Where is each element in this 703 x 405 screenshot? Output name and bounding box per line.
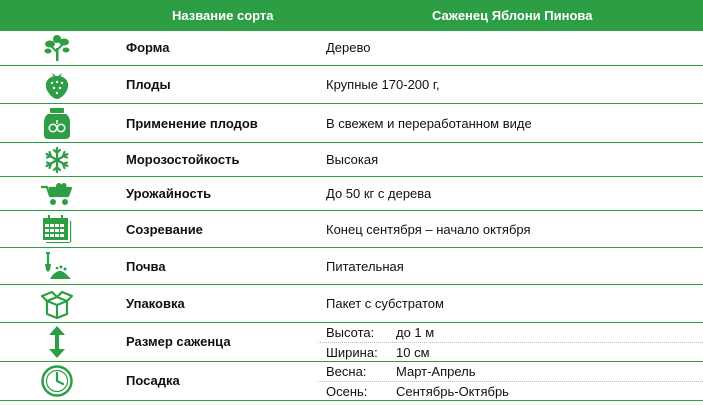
table-header — [0, 0, 703, 31]
header-variety-name: Название сорта — [172, 8, 274, 23]
snowflake-icon — [38, 145, 76, 174]
box-icon — [38, 287, 76, 320]
row-value: До 50 кг с дерева — [326, 186, 432, 201]
wheelbarrow-icon — [38, 179, 76, 208]
size-height-line — [318, 323, 703, 343]
row-value: В свежем и переработанном виде — [326, 116, 532, 131]
row-label: Упаковка — [126, 296, 185, 311]
row-value: Пакет с субстратом — [326, 296, 444, 311]
table-row-package — [0, 285, 703, 323]
table-row-yield — [0, 177, 703, 211]
row-label: Плоды — [126, 77, 171, 92]
calendar-icon — [38, 213, 76, 245]
vertical-arrows-icon — [38, 325, 76, 359]
row-label: Размер саженца — [126, 334, 231, 349]
table-row-size — [0, 323, 703, 362]
tree-icon — [38, 33, 76, 63]
autumn-value: Сентябрь-Октябрь — [396, 384, 509, 399]
row-value: Крупные 170-200 г, — [326, 77, 440, 92]
row-label: Посадка — [126, 373, 180, 388]
clock-icon — [38, 364, 76, 398]
strawberry-icon — [38, 69, 76, 100]
row-label: Форма — [126, 40, 170, 55]
spring-value: Март-Апрель — [396, 364, 476, 379]
size-width-line — [318, 343, 703, 361]
table-row-planting — [0, 362, 703, 401]
jar-icon — [38, 106, 76, 140]
spring-key: Весна: — [326, 364, 367, 379]
table-row-fruits — [0, 66, 703, 104]
row-label: Созревание — [126, 222, 203, 237]
planting-spring-line — [318, 362, 703, 382]
header-seedling-name: Саженец Яблони Пинова — [432, 8, 593, 23]
row-label: Морозостойкость — [126, 152, 240, 167]
planting-autumn-line — [318, 382, 703, 400]
height-value: до 1 м — [396, 325, 435, 340]
table-row-soil — [0, 248, 703, 285]
shovel-icon — [38, 250, 76, 282]
width-value: 10 см — [396, 345, 430, 360]
row-value: Дерево — [326, 40, 371, 55]
row-value: Высокая — [326, 152, 379, 167]
row-label: Урожайность — [126, 186, 212, 201]
table-row-usage — [0, 104, 703, 143]
height-key: Высота: — [326, 325, 375, 340]
table-row-form — [0, 31, 703, 66]
row-value: Питательная — [326, 259, 404, 274]
table-row-ripening — [0, 211, 703, 248]
width-key: Ширина: — [326, 345, 378, 360]
row-value: Конец сентября – начало октября — [326, 222, 531, 237]
row-label: Почва — [126, 259, 166, 274]
row-label: Применение плодов — [126, 116, 258, 131]
autumn-key: Осень: — [326, 384, 368, 399]
table-row-frost — [0, 143, 703, 177]
